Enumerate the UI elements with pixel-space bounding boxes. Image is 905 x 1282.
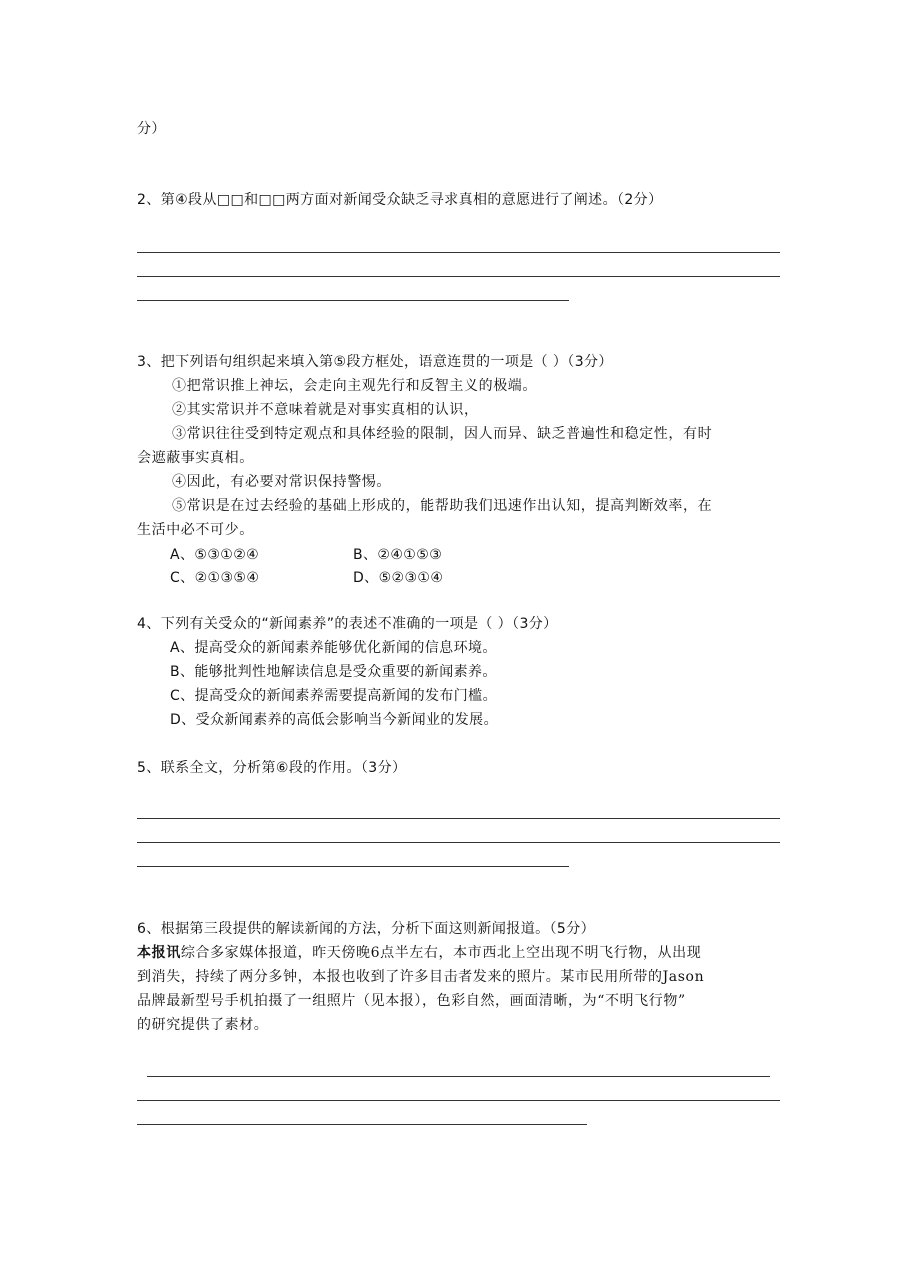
- news-line-2: 到消失，持续了两分多钟，本报也收到了许多目击者发来的照片。某市民用所带的Jason: [137, 969, 705, 985]
- option-c: C、②①③⑤④: [170, 570, 260, 586]
- answer-line: [137, 866, 569, 867]
- sentence-4: ④因此，有必要对常识保持警惕。: [172, 474, 391, 490]
- option-b: B、②④①⑤③: [353, 547, 443, 563]
- answer-line: [137, 276, 780, 277]
- question-3-stem: 3、把下列语句组织起来填入第⑤段方框处，语意连贯的一项是（ ）（3分）: [137, 354, 613, 370]
- answer-line: [137, 818, 780, 819]
- news-lead: 本报讯: [137, 945, 181, 961]
- question-6-stem: 6、根据第三段提供的解读新闻的方法，分析下面这则新闻报道。（5分）: [137, 921, 596, 937]
- sentence-1: ①把常识推上神坛，会走向主观先行和反智主义的极端。: [172, 378, 537, 394]
- news-line-3: 品牌最新型号手机拍摄了一组照片（见本报），色彩自然，画面清晰，为“不明飞行物”: [137, 993, 686, 1009]
- answer-line: [137, 300, 569, 301]
- option-b: B、能够批判性地解读信息是受众重要的新闻素养。: [170, 664, 497, 680]
- fragment-text: 分）: [137, 121, 166, 137]
- news-text: 综合多家媒体报道，昨天傍晚6点半左右，本市西北上空出现不明飞行物，从出现: [180, 945, 702, 961]
- answer-line: [137, 1124, 587, 1125]
- option-a: A、提高受众的新闻素养能够优化新闻的信息环境。: [170, 640, 497, 656]
- sentence-3: ③常识往往受到特定观点和具体经验的限制，因人而异、缺乏普遍性和稳定性，有时: [172, 426, 713, 442]
- sentence-5: ⑤常识是在过去经验的基础上形成的，能帮助我们迅速作出认知，提高判断效率，在: [172, 498, 713, 514]
- option-d: D、⑤②③①④: [353, 570, 444, 586]
- sentence-5-cont: 生活中必不可少。: [137, 522, 254, 538]
- answer-line: [137, 252, 780, 253]
- option-d: D、受众新闻素养的高低会影响当今新闻业的发展。: [170, 712, 498, 728]
- option-a: A、⑤③①②④: [170, 547, 260, 563]
- answer-line: [137, 1100, 780, 1101]
- question-5: 5、联系全文，分析第⑥段的作用。（3分）: [137, 760, 407, 776]
- news-line-4: 的研究提供了素材。: [137, 1017, 269, 1033]
- question-4-stem: 4、下列有关受众的“新闻素养”的表述不准确的一项是（ ）（3分）: [137, 616, 558, 632]
- sentence-2: ②其实常识并不意味着就是对事实真相的认识，: [172, 402, 479, 418]
- answer-line: [137, 842, 780, 843]
- answer-line: [147, 1076, 770, 1077]
- question-2: 2、第④段从□□和□□两方面对新闻受众缺乏寻求真相的意愿进行了阐述。（2分）: [137, 192, 663, 208]
- news-line-1: [137, 943, 701, 963]
- sentence-3-cont: 会遮蔽事实真相。: [137, 450, 254, 466]
- option-c: C、提高受众的新闻素养需要提高新闻的发布门槛。: [170, 688, 497, 704]
